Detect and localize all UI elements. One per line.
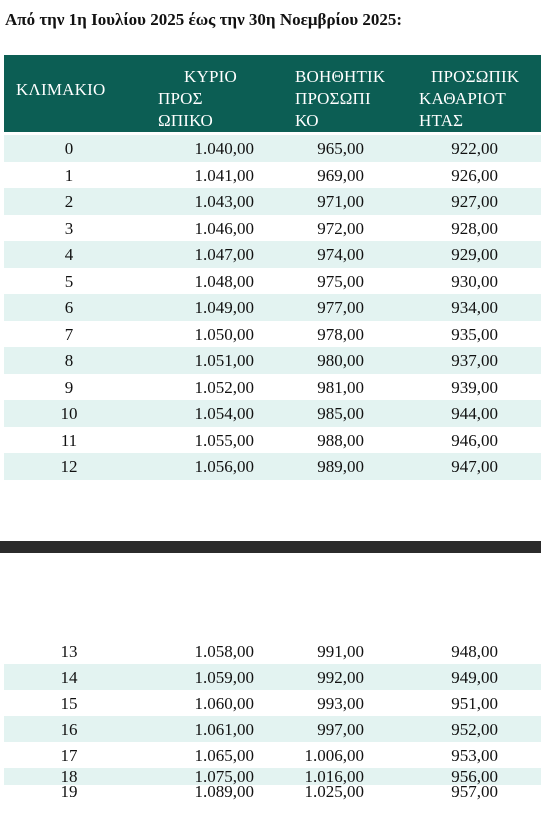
step-cell: 19 — [60, 782, 78, 801]
table-row — [4, 638, 541, 664]
cleaning-staff-cell: 947,00 — [451, 457, 498, 476]
table-row — [4, 400, 541, 427]
auxiliary-staff-cell: 1.006,00 — [304, 746, 364, 765]
auxiliary-staff-cell: 988,00 — [317, 430, 364, 450]
cleaning-staff-cell: 952,00 — [451, 720, 498, 739]
step-cell: 1 — [64, 165, 74, 185]
step-cell: 18 — [60, 767, 78, 786]
auxiliary-staff-cell: 997,00 — [317, 720, 364, 739]
cleaning-staff-cell: 937,00 — [451, 351, 498, 370]
main-staff-cell: 1.056,00 — [194, 457, 254, 476]
auxiliary-staff-cell: 974,00 — [317, 245, 364, 264]
main-staff-cell: 1.050,00 — [194, 324, 254, 344]
step-cell: 13 — [60, 642, 78, 661]
table-body-bottom — [4, 638, 541, 803]
auxiliary-staff-cell: 1.025,00 — [304, 782, 364, 801]
step-cell: 4 — [64, 245, 74, 264]
cleaning-staff-cell: 953,00 — [451, 746, 498, 765]
page-heading: Από την 1η Ιουλίου 2025 έως την 30η Νοεμβρίου 2025: — [5, 10, 403, 29]
table-row — [4, 374, 541, 401]
table-row — [4, 742, 541, 768]
auxiliary-staff-cell: 977,00 — [317, 298, 364, 317]
auxiliary-staff-cell: 981,00 — [317, 377, 364, 397]
main-staff-cell: 1.052,00 — [194, 377, 254, 397]
table-row — [4, 162, 541, 189]
auxiliary-staff-cell: 965,00 — [317, 139, 364, 158]
step-cell: 6 — [64, 298, 74, 317]
main-staff-cell: 1.061,00 — [194, 720, 254, 739]
table-row — [4, 321, 541, 348]
cleaning-staff-cell: 922,00 — [451, 139, 498, 158]
main-staff-cell: 1.055,00 — [194, 430, 254, 450]
auxiliary-staff-cell: 992,00 — [317, 668, 364, 687]
auxiliary-staff-cell: 993,00 — [317, 694, 364, 713]
table-header — [4, 55, 541, 132]
auxiliary-staff-cell: 975,00 — [317, 271, 364, 291]
step-cell: 12 — [60, 457, 78, 476]
table-row — [4, 241, 541, 268]
cleaning-staff-cell: 930,00 — [451, 271, 498, 291]
main-staff-cell: 1.065,00 — [194, 746, 254, 765]
step-cell: 7 — [64, 324, 74, 344]
auxiliary-staff-cell: 1.016,00 — [304, 767, 364, 786]
main-staff-cell: 1.059,00 — [194, 668, 254, 687]
cleaning-staff-cell: 944,00 — [451, 404, 498, 423]
cleaning-staff-cell: 939,00 — [451, 377, 498, 397]
column-header-kyrio-prosopiko: ΚΥΡΙΟ ΠΡΟΣ ΩΠΙΚΟ — [158, 67, 237, 130]
cleaning-staff-cell: 929,00 — [451, 245, 498, 264]
step-cell: 2 — [64, 192, 74, 211]
auxiliary-staff-cell: 985,00 — [317, 404, 364, 423]
auxiliary-staff-cell: 978,00 — [317, 324, 364, 344]
table-row — [4, 347, 541, 374]
main-staff-cell: 1.060,00 — [194, 694, 254, 713]
step-cell: 5 — [64, 271, 74, 291]
table-row — [4, 294, 541, 321]
cleaning-staff-cell: 927,00 — [451, 192, 498, 211]
column-header-voithitiko-prosopiko: ΒΟΗΘΗΤΙΚ ΠΡΟΣΩΠΙ ΚΟ — [295, 67, 386, 130]
step-cell: 0 — [64, 139, 74, 158]
column-header-klimakio: ΚΛΙΜΑΚΙΟ — [16, 80, 106, 99]
auxiliary-staff-cell: 989,00 — [317, 457, 364, 476]
cleaning-staff-cell: 949,00 — [451, 668, 498, 687]
cleaning-staff-cell: 926,00 — [451, 165, 498, 185]
table-row — [4, 690, 541, 716]
step-cell: 3 — [64, 218, 74, 238]
main-staff-cell: 1.054,00 — [194, 404, 254, 423]
table-row — [4, 427, 541, 454]
main-staff-cell: 1.048,00 — [194, 271, 254, 291]
table-row — [4, 215, 541, 242]
table-row — [4, 782, 541, 803]
cleaning-staff-cell: 951,00 — [451, 694, 498, 713]
step-cell: 17 — [60, 746, 78, 765]
table-row — [4, 716, 541, 742]
table-row — [4, 188, 541, 215]
step-cell: 15 — [60, 694, 78, 713]
page-break-divider — [0, 541, 541, 553]
auxiliary-staff-cell: 991,00 — [317, 642, 364, 661]
main-staff-cell: 1.058,00 — [194, 642, 254, 661]
table-row — [4, 453, 541, 480]
main-staff-cell: 1.075,00 — [194, 767, 254, 786]
step-cell: 8 — [64, 351, 74, 370]
table-row — [4, 664, 541, 690]
main-staff-cell: 1.049,00 — [194, 298, 254, 317]
cleaning-staff-cell: 956,00 — [451, 767, 498, 786]
step-cell: 10 — [60, 404, 78, 423]
cleaning-staff-cell: 946,00 — [451, 430, 498, 450]
column-header-prosopiko-kathariotitas: ΠΡΟΣΩΠΙΚ ΚΑΘΑΡΙΟΤ ΗΤΑΣ — [419, 67, 520, 130]
cleaning-staff-cell: 928,00 — [451, 218, 498, 238]
main-staff-cell: 1.046,00 — [194, 218, 254, 238]
main-staff-cell: 1.043,00 — [194, 192, 254, 211]
cleaning-staff-cell: 948,00 — [451, 642, 498, 661]
auxiliary-staff-cell: 969,00 — [317, 165, 364, 185]
step-cell: 16 — [60, 720, 78, 739]
main-staff-cell: 1.041,00 — [194, 165, 254, 185]
step-cell: 9 — [64, 377, 74, 397]
table-row — [4, 268, 541, 295]
auxiliary-staff-cell: 972,00 — [317, 218, 364, 238]
main-staff-cell: 1.089,00 — [194, 782, 254, 801]
cleaning-staff-cell: 935,00 — [451, 324, 498, 344]
main-staff-cell: 1.047,00 — [194, 245, 254, 264]
step-cell: 14 — [60, 668, 78, 687]
main-staff-cell: 1.051,00 — [194, 351, 254, 370]
table-row — [4, 135, 541, 162]
step-cell: 11 — [60, 430, 78, 450]
cleaning-staff-cell: 957,00 — [451, 782, 498, 801]
table-body-top — [4, 135, 541, 480]
cleaning-staff-cell: 934,00 — [451, 298, 498, 317]
main-staff-cell: 1.040,00 — [194, 139, 254, 158]
auxiliary-staff-cell: 980,00 — [317, 351, 364, 370]
auxiliary-staff-cell: 971,00 — [317, 192, 364, 211]
